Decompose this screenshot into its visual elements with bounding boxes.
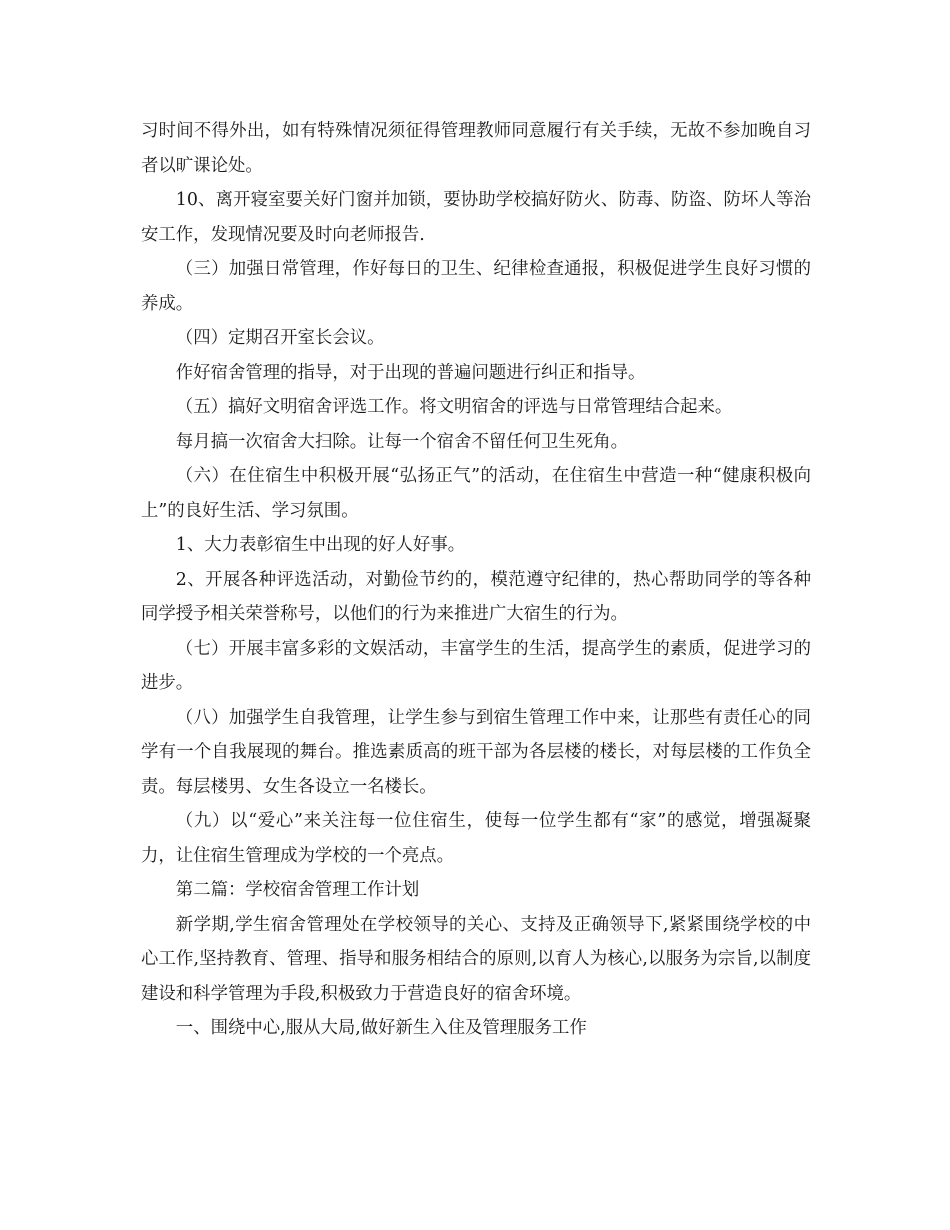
paragraph-section-3: （三）加强日常管理，作好每日的卫生、纪律检查通报，积极促进学生良好习惯的养成。 xyxy=(141,259,811,314)
document-body xyxy=(141,114,811,1046)
paragraph-guidance: 作好宿舍管理的指导，对于出现的普遍问题进行纠正和指导。 xyxy=(175,362,646,383)
paragraph-section-4: （四）定期召开室长会议。 xyxy=(175,328,385,348)
paragraph-continuation: 习时间不得外出，如有特殊情况须征得管理教师同意履行有关手续，无故不参加晚自习者以旷课论处。 xyxy=(141,121,811,176)
paragraph-section-6: （六）在住宿生中积极开展“弘扬正气”的活动，在住宿生中营造一种“健康积极向上”的良好生活、学习氛围。 xyxy=(141,466,811,521)
paragraph-item-2: 2、开展各种评选活动，对勤俭节约的，模范遵守纪律的，热心帮助同学的等各种同学授予相关荣誉称号，以他们的行为来推进广大宿生的行为。 xyxy=(141,569,811,624)
chapter-heading: 第二篇：学校宿舍管理工作计划 xyxy=(175,880,420,900)
paragraph-cleaning: 每月搞一次宿舍大扫除。让每一个宿舍不留任何卫生死角。 xyxy=(175,431,628,452)
paragraph-item-1: 1、大力表彰宿生中出现的好人好事。 xyxy=(175,535,466,555)
paragraph-section-5: （五）搞好文明宿舍评选工作。将文明宿舍的评选与日常管理结合起来。 xyxy=(175,397,733,417)
paragraph-section-9: （九）以“爱心”来关注每一位住宿生，使每一位学生都有“家”的感觉，增强凝聚力，让住宿生管理成为学校的一个亮点。 xyxy=(141,811,811,866)
section-heading-1: 一、围绕中心,服从大局,做好新生入住及管理服务工作 xyxy=(175,1018,587,1038)
paragraph-section-7: （七）开展丰富多彩的文娱活动，丰富学生的生活，提高学生的素质，促进学习的进步。 xyxy=(141,638,811,693)
paragraph-rule-10: 10、离开寝室要关好门窗并加锁，要协助学校搞好防火、防毒、防盗、防坏人等治安工作，发现情况要及时向老师报告. xyxy=(141,190,811,245)
paragraph-section-8: （八）加强学生自我管理，让学生参与到宿生管理工作中来，让那些有责任心的同学有一个自我展现的舞台。推选素质高的班干部为各层楼的楼长，对每层楼的工作负全责。每层楼男、女生各设立一名楼长。 xyxy=(141,707,811,797)
paragraph-intro: 新学期,学生宿舍管理处在学校领导的关心、支持及正确领导下,紧紧围绕学校的中心工作,坚持教育、管理、指导和服务相结合的原则,以育人为核心,以服务为宗旨,以制度建设和科学管理为手段,积极致力于营造良好的宿舍环境。 xyxy=(141,914,811,1004)
